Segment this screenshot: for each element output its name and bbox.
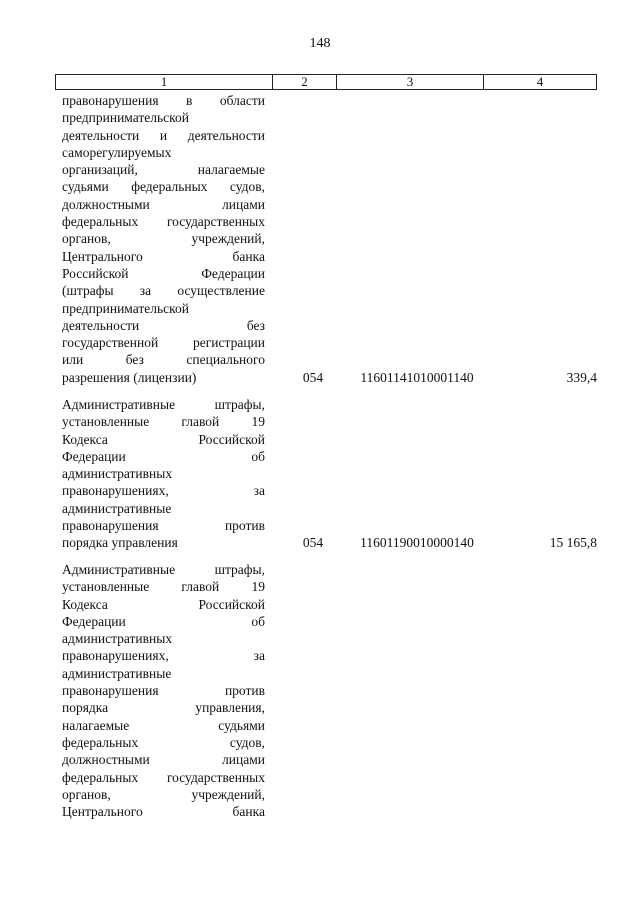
description-line: судьями федеральных судов,	[62, 179, 265, 195]
description-line: Административные штрафы,	[62, 397, 265, 412]
row-budget-code: 11601141010001140	[360, 369, 474, 385]
description-line: органов, учреждений,	[62, 231, 265, 247]
description-line: налагаемые судьями	[62, 717, 265, 733]
description-line: организаций, налагаемые	[62, 162, 265, 178]
column-header-2: 2	[273, 75, 337, 89]
description-line: установленные главой 19	[62, 579, 265, 595]
page-number: 148	[309, 36, 331, 51]
description-line: Центрального банка	[62, 804, 265, 820]
description-line: предпринимательской	[62, 110, 190, 126]
description-line: правонарушения против	[62, 518, 265, 534]
description-line: государственной регистрации	[62, 335, 265, 351]
description-line: Федерации об	[62, 613, 265, 629]
description-line: Центрального банка	[62, 248, 265, 264]
description-line: должностными лицами	[62, 752, 265, 768]
row-description	[62, 92, 265, 386]
description-line: административных	[62, 631, 173, 647]
description-line: деятельности и деятельности	[62, 127, 265, 143]
table-row	[62, 561, 597, 820]
description-line: административные	[62, 500, 172, 516]
column-header-1: 1	[56, 75, 273, 89]
description-line: Российской Федерации	[62, 265, 265, 281]
description-line: предпринимательской	[62, 300, 190, 316]
row-code: 054	[302, 535, 324, 551]
row-description	[62, 396, 265, 552]
column-header-4: 4	[536, 74, 544, 89]
description-line: саморегулируемых	[62, 144, 172, 160]
table-row	[62, 396, 597, 552]
description-line: правонарушениях, за	[62, 648, 265, 664]
description-line: разрешения (лицензии)	[62, 369, 197, 385]
description-line: административных	[62, 466, 173, 482]
description-line: или без специального	[62, 352, 265, 368]
description-line: административные	[62, 665, 172, 681]
description-line: правонарушения против	[62, 683, 265, 699]
table-header	[55, 74, 597, 90]
description-line: правонарушения в области	[62, 93, 265, 108]
row-description	[62, 561, 265, 820]
column-header-3: 3	[337, 75, 484, 89]
row-budget-code: 11601190010000140	[360, 535, 474, 551]
description-line: Федерации об	[62, 448, 265, 464]
description-line: (штрафы за осуществление	[62, 283, 265, 299]
description-line: установленные главой 19	[62, 414, 265, 430]
description-line: правонарушениях, за	[62, 483, 265, 499]
description-line: федеральных государственных	[62, 769, 265, 785]
row-amount: 15 165,8	[549, 535, 597, 551]
row-code: 054	[302, 369, 324, 385]
description-line: Кодекса Российской	[62, 431, 265, 447]
description-line: Кодекса Российской	[62, 596, 265, 612]
description-line: деятельности без	[62, 317, 265, 333]
description-line: порядка управления,	[62, 700, 265, 716]
description-line: порядка управления	[62, 535, 178, 551]
description-line: Административные штрафы,	[62, 562, 265, 577]
description-line: должностными лицами	[62, 196, 265, 212]
description-line: органов, учреждений,	[62, 786, 265, 802]
table-row	[62, 92, 597, 386]
description-line: федеральных судов,	[62, 734, 265, 750]
row-amount: 339,4	[566, 369, 597, 385]
description-line: федеральных государственных	[62, 214, 265, 230]
